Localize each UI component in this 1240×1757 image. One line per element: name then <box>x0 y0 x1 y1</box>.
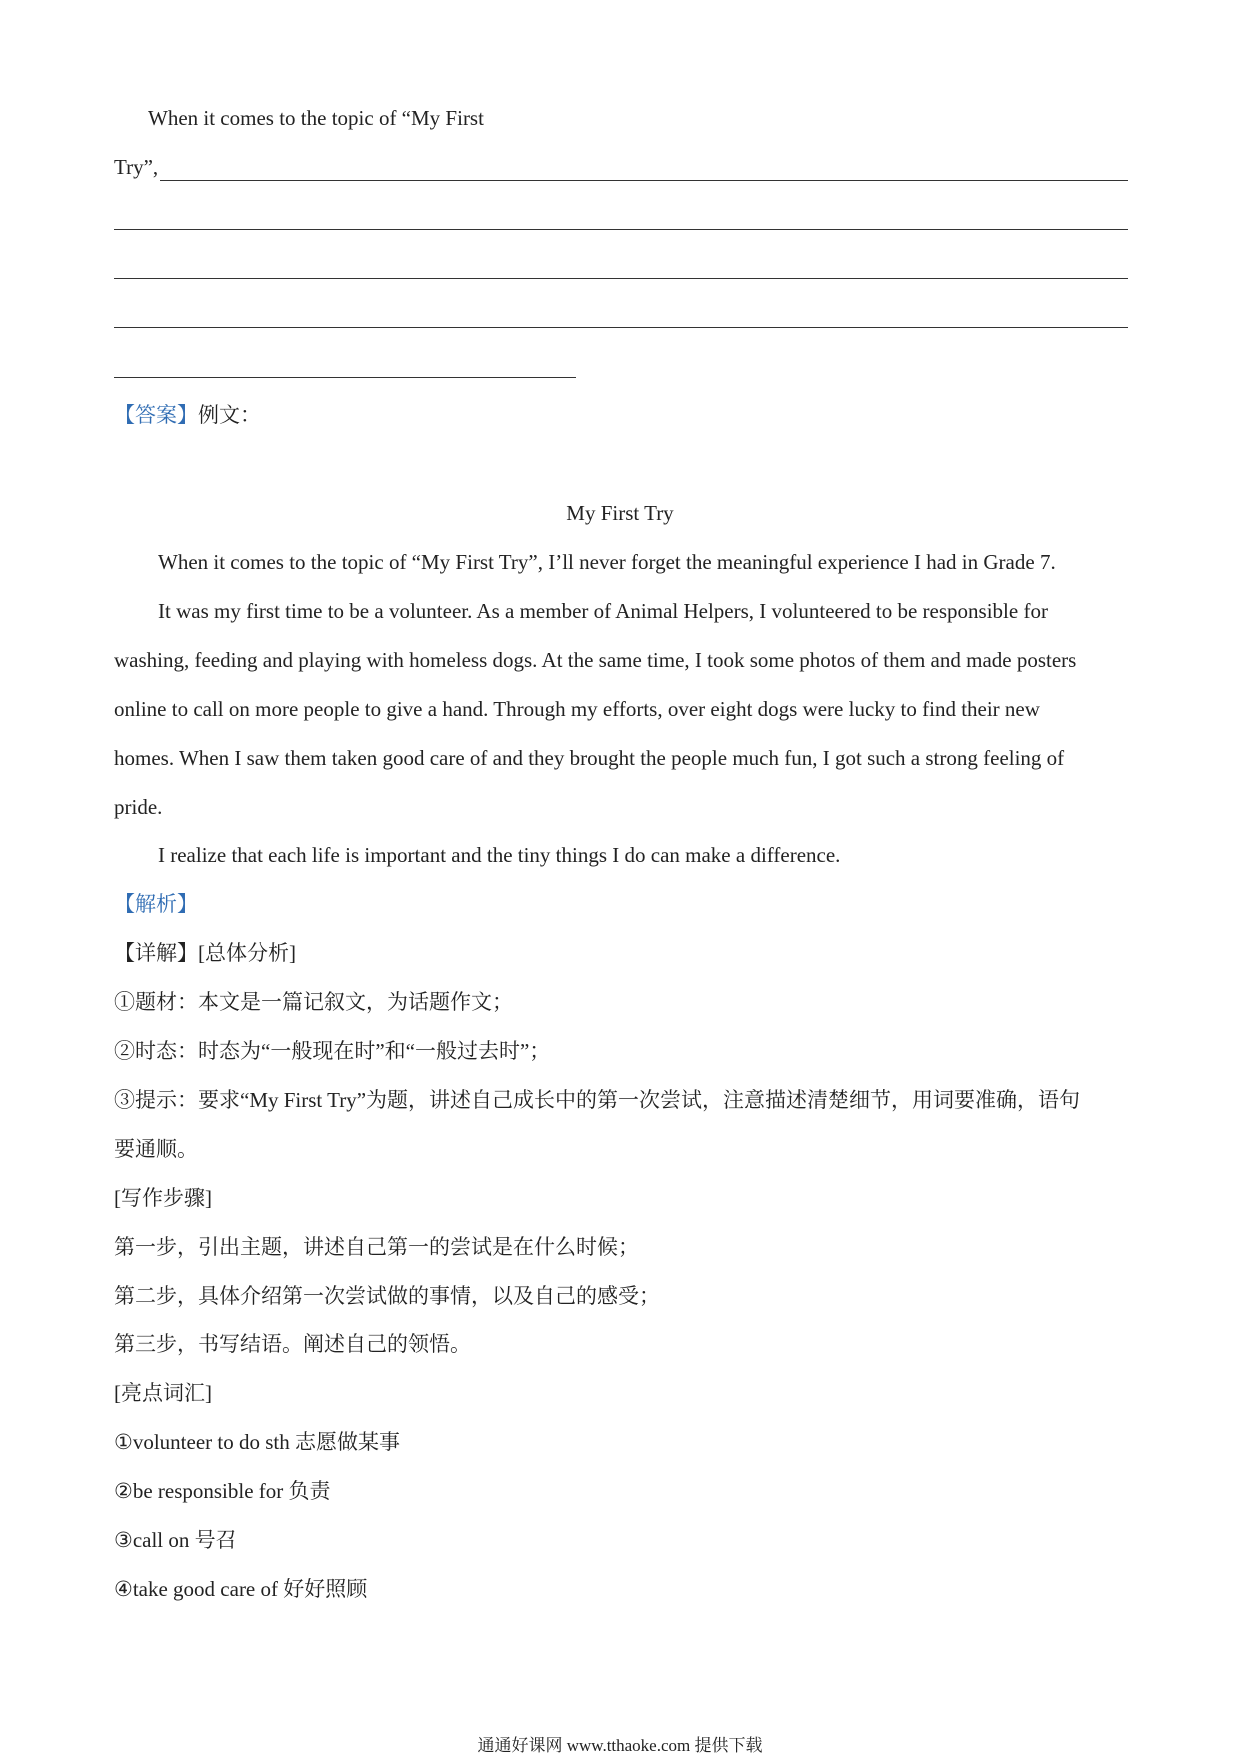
essay-title: My First Try <box>566 501 674 525</box>
essay-paragraph: I realize that each life is important and the tiny things I do can make a difference. <box>158 843 841 867</box>
detail-suffix: [总体分析] <box>198 941 296 965</box>
detail-label: 【详解】 <box>114 941 198 965</box>
essay-paragraph-line: pride. <box>114 795 163 819</box>
steps-heading: [写作步骤] <box>114 1186 212 1210</box>
vocab-item: ②be responsible for 负责 <box>114 1479 331 1503</box>
essay-paragraph-line: homes. When I saw them taken good care of and they brought the people much fun, I got such a strong feeling of <box>114 746 1065 770</box>
analysis-point: ①题材：本文是一篇记叙文，为话题作文； <box>114 990 513 1014</box>
vocab-item: ①volunteer to do sth 志愿做某事 <box>114 1430 400 1454</box>
analysis-label: 【解析】 <box>114 892 198 916</box>
page-footer: 通通好课网 www.tthaoke.com 提供下载 <box>477 1736 763 1755</box>
analysis-point: ③提示：要求“My First Try”为题，讲述自己成长中的第一次尝试，注意描述清楚细节，用词要准确，语句 <box>114 1088 1081 1112</box>
answer-label: 【答案】 <box>114 403 198 427</box>
writing-step: 第二步，具体介绍第一次尝试做的事情，以及自己的感受； <box>114 1284 660 1308</box>
answer-label-suffix: 例文： <box>198 403 261 427</box>
essay-paragraph: When it comes to the topic of “My First Try”, I’ll never forget the meaningful experience I had in Grade 7. <box>158 550 1056 574</box>
essay-paragraph-line: washing, feeding and playing with homeless dogs. At the same time, I took some photos of them and made posters <box>114 648 1077 672</box>
answer-blank-line[interactable] <box>114 377 576 378</box>
answer-heading <box>114 400 261 430</box>
essay-paragraph: It was my first time to be a volunteer. As a member of Animal Helpers, I volunteered to be responsible for <box>158 599 1048 623</box>
analysis-point: 要通顺。 <box>114 1137 198 1161</box>
detail-heading <box>114 938 296 968</box>
analysis-point: ②时态：时态为“一般现在时”和“一般过去时”； <box>114 1039 551 1063</box>
prompt-line-2: Try”, <box>114 155 159 179</box>
answer-blank-line[interactable] <box>114 278 1128 279</box>
answer-blank-line[interactable] <box>114 229 1128 230</box>
answer-blank-line[interactable] <box>114 327 1128 328</box>
writing-step: 第三步，书写结语。阐述自己的领悟。 <box>114 1332 471 1356</box>
writing-step: 第一步，引出主题，讲述自己第一的尝试是在什么时候； <box>114 1235 639 1259</box>
prompt-line-1: When it comes to the topic of “My First <box>148 106 484 130</box>
vocab-heading: [亮点词汇] <box>114 1381 212 1405</box>
essay-paragraph-line: online to call on more people to give a hand. Through my efforts, over eight dogs were lucky to find their new <box>114 697 1040 721</box>
vocab-item: ③call on 号召 <box>114 1528 237 1552</box>
vocab-item: ④take good care of 好好照顾 <box>114 1577 368 1601</box>
answer-blank-line[interactable] <box>160 180 1128 181</box>
